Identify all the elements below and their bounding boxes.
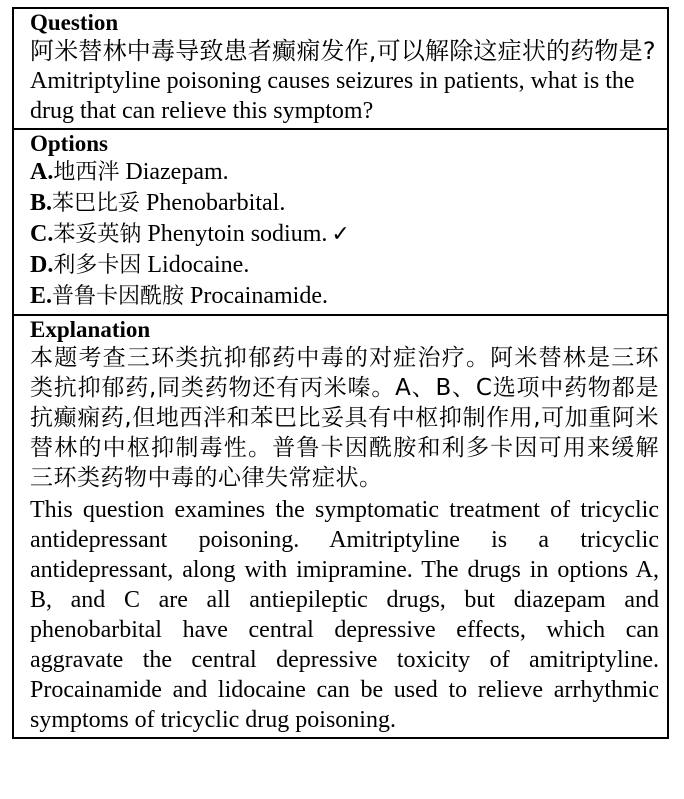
option-c <box>30 219 667 250</box>
question-text-zh: 阿米替林中毒导致患者癫痫发作,可以解除这症状的药物是? <box>30 37 656 65</box>
options-heading: Options <box>30 131 108 156</box>
option-letter: E. <box>30 283 53 309</box>
correct-check-icon: ✓ <box>331 222 350 247</box>
option-name-zh: 苯巴比妥 <box>52 191 141 216</box>
option-name-zh: 普鲁卡因酰胺 <box>52 284 185 309</box>
option-d <box>30 250 667 281</box>
option-name-zh: 苯妥英钠 <box>53 222 142 247</box>
explanation-heading: Explanation <box>30 317 151 342</box>
option-name-zh: 利多卡因 <box>53 253 142 278</box>
option-a <box>30 157 667 188</box>
question-heading: Question <box>30 10 119 35</box>
option-name-en: Phenobarbital. <box>140 190 286 216</box>
option-name-zh: 地西泮 <box>53 160 120 185</box>
options-section <box>14 130 667 316</box>
option-letter: D. <box>30 252 54 278</box>
question-section <box>14 9 667 130</box>
explanation-section <box>14 316 667 737</box>
option-e <box>30 281 667 312</box>
option-name-en: Diazepam. <box>119 159 229 185</box>
explanation-text-en: This question examines the symptomatic treatment of tricyclic antidepressant poisoning. Amitriptyline is a tricyclic antidepressant, along with imipramine. The drugs in options A, B, and C are all antiepileptic drugs, but diazepam and phenobarbital have central depressive effects, which can aggravate the central depressive toxicity of amitriptyline. Procainamide and lidocaine can be used to relieve arrhythmic symptoms of tricyclic drug poisoning. <box>30 497 659 733</box>
option-letter: C. <box>30 221 54 247</box>
option-b <box>30 188 667 219</box>
question-text-en: Amitriptyline poisoning causes seizures in patients, what is the drug that can relieve this symptom? <box>30 68 635 124</box>
qa-table <box>12 7 669 739</box>
option-letter: B. <box>30 190 53 216</box>
option-name-en: Lidocaine. <box>141 252 250 278</box>
option-letter: A. <box>30 159 54 185</box>
option-name-en: Phenytoin sodium. <box>141 221 328 247</box>
explanation-text-zh: 本题考查三环类抗抑郁药中毒的对症治疗。阿米替林是三环类抗抑郁药,同类药物还有丙米嗪。A、B、C选项中药物都是抗癫痫药,但地西泮和苯巴比妥具有中枢抑制作用,可加重阿米替林的中枢抑制毒性。普鲁卡因酰胺和利多卡因可用来缓解三环类药物中毒的心律失常症状。 <box>30 345 659 491</box>
option-name-en: Procainamide. <box>184 283 328 309</box>
